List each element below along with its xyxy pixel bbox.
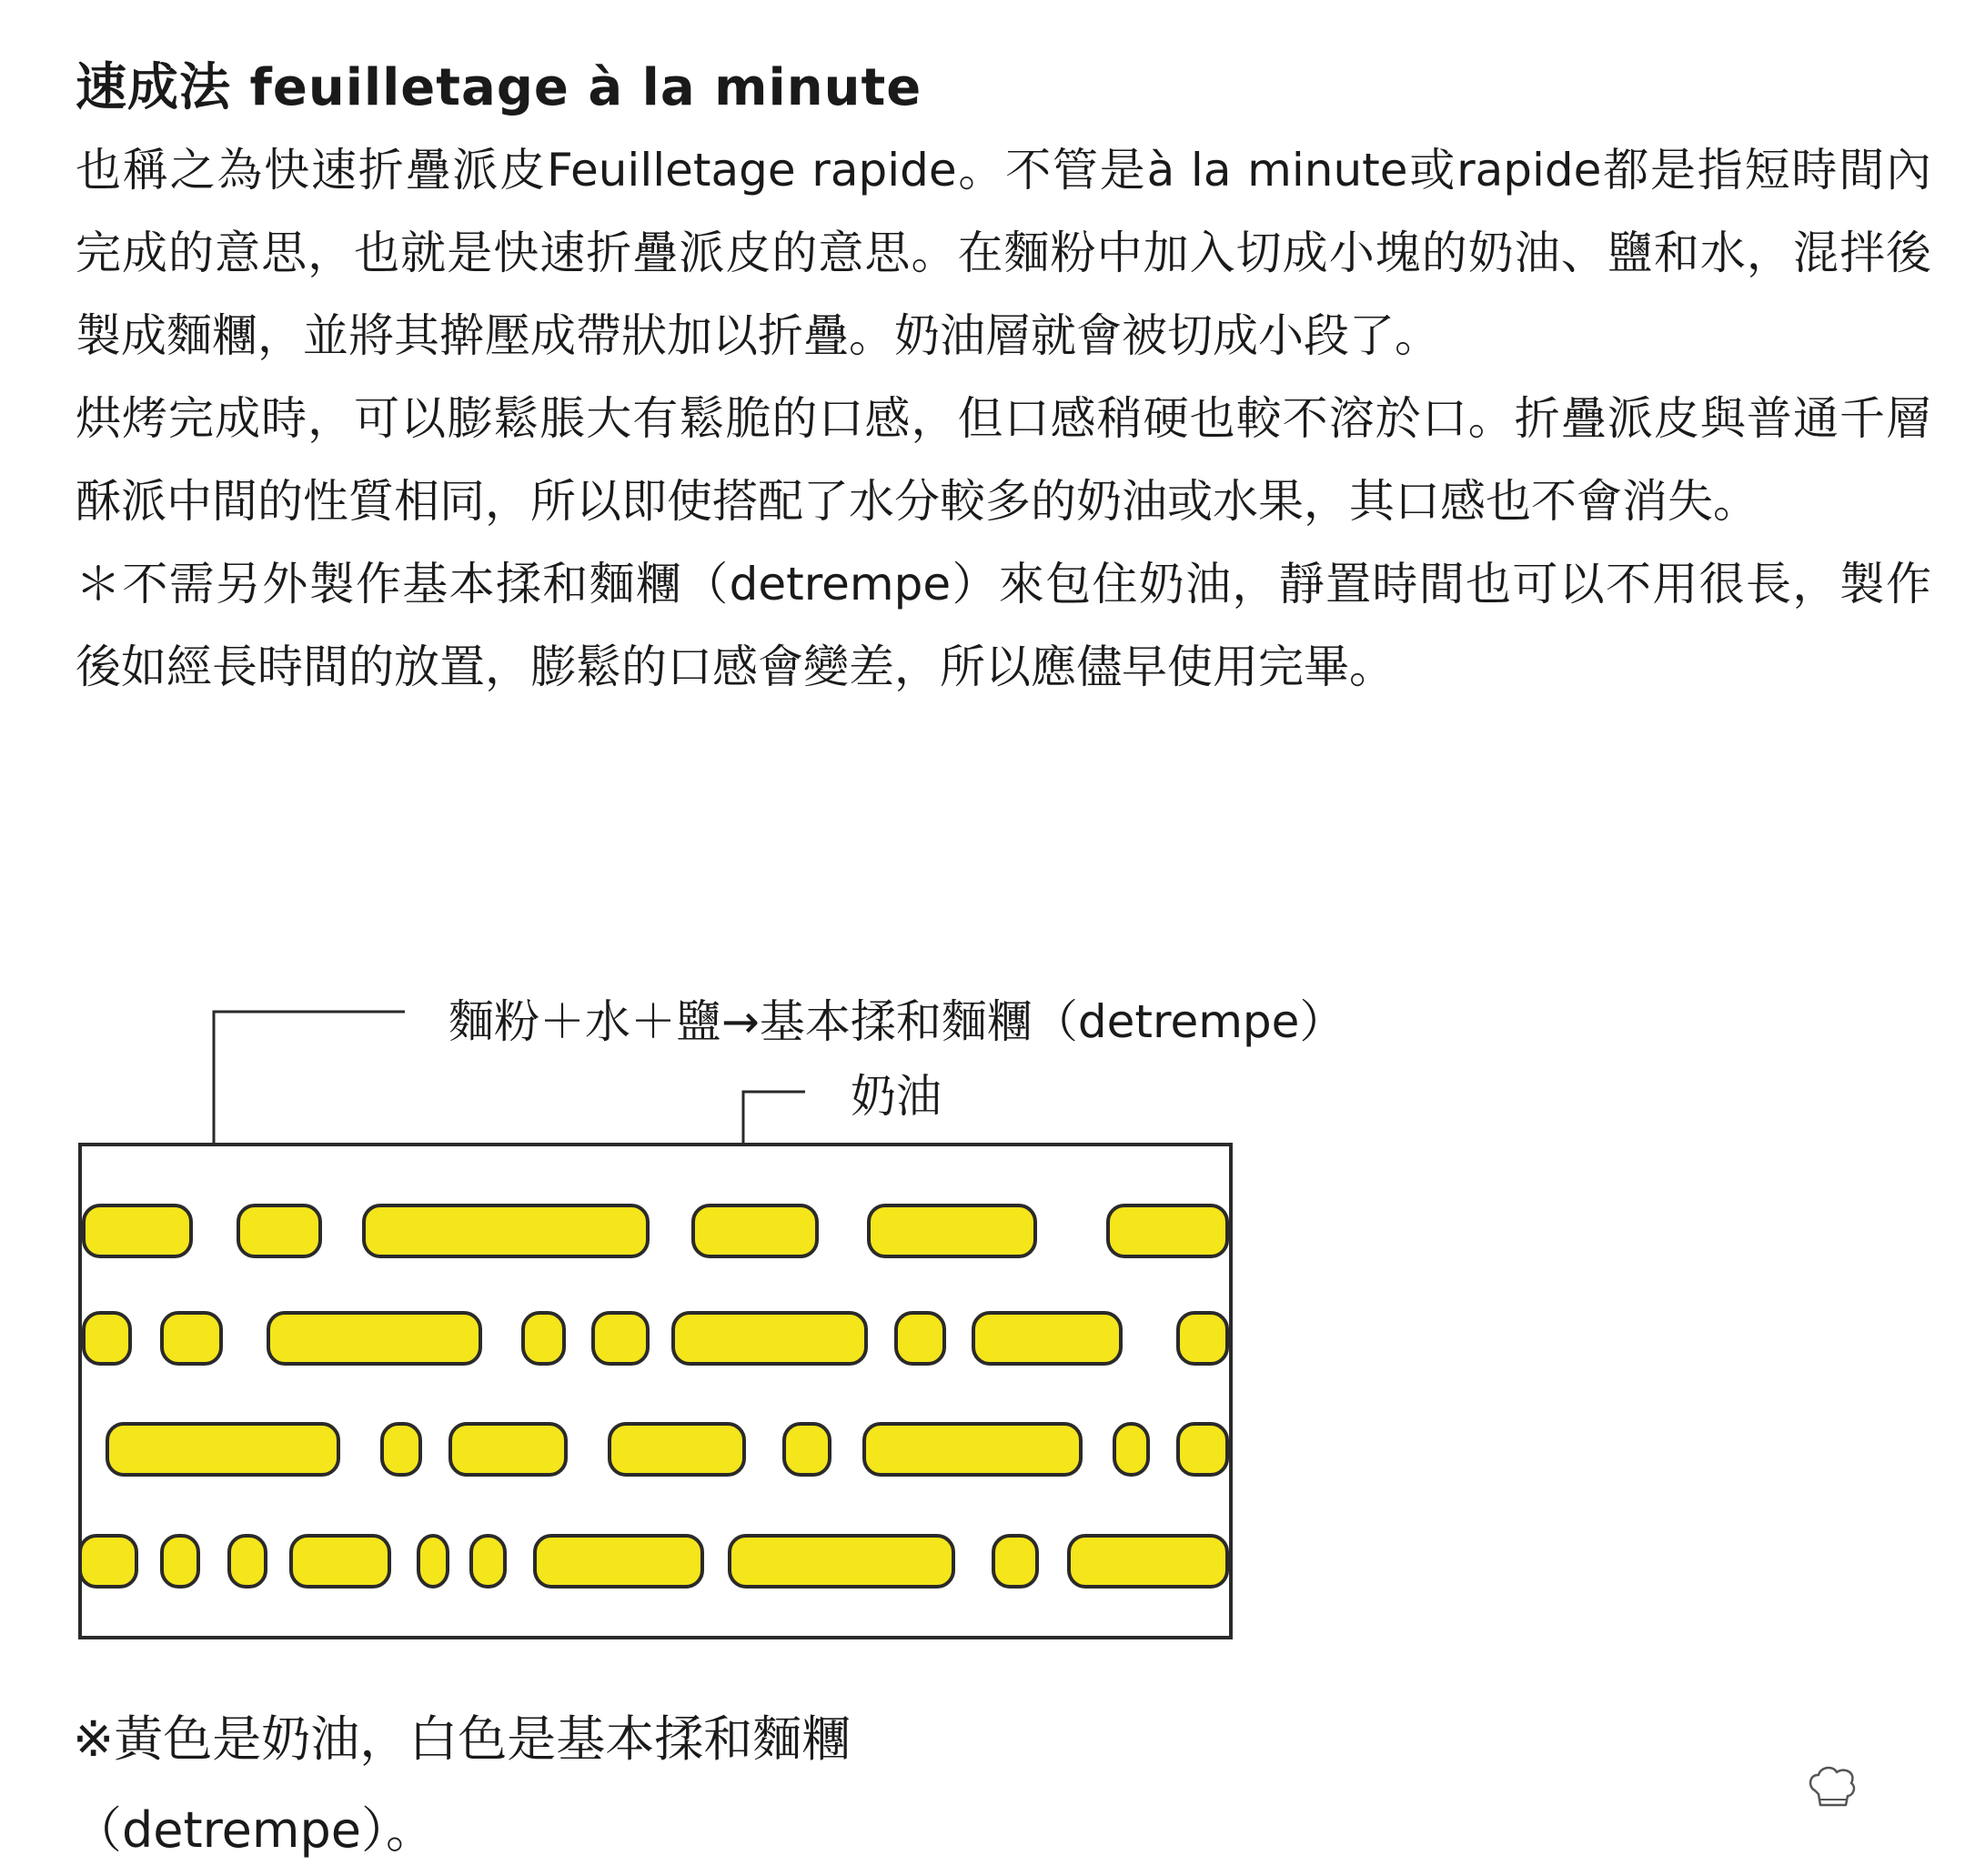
butter-piece: [673, 1313, 866, 1364]
paragraph-intro: 也稱之為快速折疊派皮Feuilletage rapide。不管是à la minute或rapide都是指短時間內完成的意思，也就是快速折疊派皮的意思。在麵粉中加入切成小塊的奶油、鹽和水，混拌後製成麵糰，並將其擀壓成帶狀加以折疊。奶油層就會被切成小段了。: [76, 144, 1931, 362]
butter-piece: [1069, 1536, 1227, 1587]
butter-piece: [784, 1424, 830, 1475]
butter-piece: [238, 1205, 320, 1256]
section-title: 速成法 feuilletage à la minute: [76, 58, 922, 117]
butter-piece: [84, 1205, 191, 1256]
butter-piece: [418, 1536, 448, 1587]
butter-piece: [471, 1536, 505, 1587]
butter-piece: [993, 1536, 1037, 1587]
chef-hat-icon: [1806, 1763, 1860, 1813]
butter-piece: [80, 1536, 136, 1587]
butter-piece: [382, 1424, 420, 1475]
butter-label: 奶油: [851, 1070, 942, 1123]
butter-piece: [523, 1313, 564, 1364]
body-text: [76, 129, 1931, 709]
butter-piece: [1108, 1205, 1227, 1256]
butter-piece: [693, 1205, 817, 1256]
butter-piece: [1178, 1424, 1227, 1475]
butter-piece: [162, 1536, 198, 1587]
paragraph-texture: 烘烤完成時，可以膨鬆脹大有鬆脆的口感，但口感稍硬也較不溶於口。折疊派皮與普通千層酥派中間的性質相同，所以即使搭配了水分較多的奶油或水果，其口感也不會消失。: [76, 392, 1931, 528]
butter-piece: [1178, 1313, 1227, 1364]
butter-piece: [869, 1205, 1035, 1256]
butter-piece: [162, 1313, 221, 1364]
butter-piece: [291, 1536, 389, 1587]
legend-note: [73, 1694, 1164, 1876]
butter-piece: [84, 1313, 130, 1364]
butter-piece: [864, 1424, 1081, 1475]
butter-piece: [896, 1313, 944, 1364]
butter-piece: [229, 1536, 266, 1587]
butter-piece: [450, 1424, 566, 1475]
legend-note-line2: （detrempe）。: [73, 1801, 436, 1859]
paragraph-note: ＊不需另外製作基本揉和麵糰（detrempe）來包住奶油，靜置時間也可以不用很長，製作後如經長時間的放置，膨鬆的口感會變差，所以應儘早使用完畢。: [76, 558, 1931, 693]
butter-piece: [1114, 1424, 1148, 1475]
butter-piece: [610, 1424, 744, 1475]
butter-piece: [593, 1313, 648, 1364]
dough-label: 麵粉＋水＋鹽→基本揉和麵糰（detrempe）: [448, 995, 1345, 1048]
butter-piece: [107, 1424, 338, 1475]
butter-piece: [535, 1536, 702, 1587]
legend-note-line1: ※黃色是奶油，白色是基本揉和麵糰: [73, 1710, 851, 1768]
butter-piece: [364, 1205, 648, 1256]
butter-piece: [730, 1536, 953, 1587]
butter-piece: [268, 1313, 480, 1364]
butter-piece: [973, 1313, 1121, 1364]
